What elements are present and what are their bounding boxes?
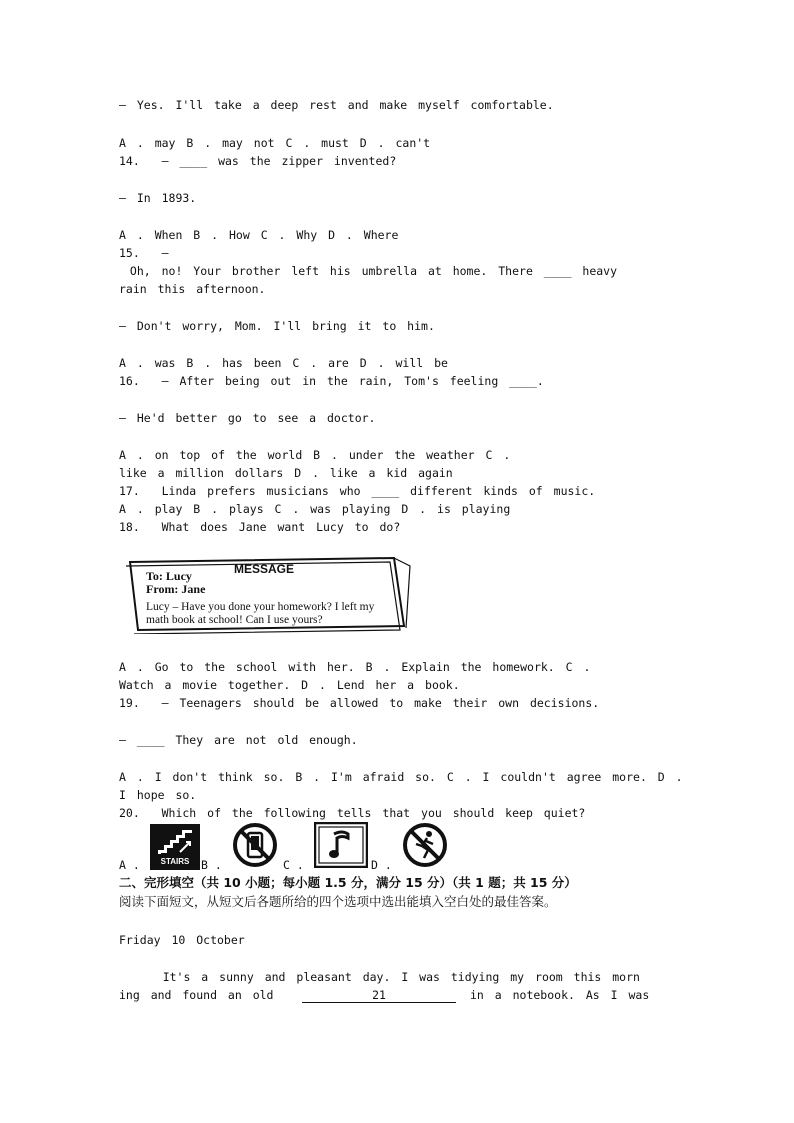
message-to: To: Lucy [146, 569, 192, 583]
passage-line1: It's a sunny and pleasant day. I was tidying my room this morn [119, 970, 640, 984]
q20-option-c-label: C . [283, 858, 304, 872]
q19-dialog-reply: — ____ They are not old enough. [119, 733, 358, 747]
no-running-icon [402, 822, 448, 868]
q20-option-b-label: B . [201, 858, 222, 872]
q13-options: A . may B . may not C . must D . can't [119, 136, 431, 150]
passage-line2-end: in a notebook. As I was [470, 988, 650, 1002]
passage-line2-start: ing and found an old [119, 988, 274, 1002]
q16-question: 16. — After being out in the rain, Tom's feeling ____. [119, 374, 544, 388]
q20-question: 20. Which of the following tells that you should keep quiet? [119, 806, 586, 820]
message-body-line2: math book at school! Can I use yours? [146, 614, 323, 626]
q18-question: 18. What does Jane want Lucy to do? [119, 520, 401, 534]
message-body-line1: Lucy – Have you done your homework? I left my [146, 601, 375, 613]
q17-question: 17. Linda prefers musicians who ____ different kinds of music. [119, 484, 596, 498]
q18-options-line2: Watch a movie together. D . Lend her a book. [119, 678, 460, 692]
q15-question-line1: Oh, no! Your brother left his umbrella at home. There ____ heavy [119, 264, 618, 278]
stairs-sign-icon [150, 824, 200, 870]
q15-dialog-reply: — Don't worry, Mom. I'll bring it to him. [119, 319, 435, 333]
message-title: MESSAGE [234, 562, 295, 576]
q14-dialog-reply: — In 1893. [119, 191, 197, 205]
passage-date: Friday 10 October [119, 933, 245, 947]
q14-question: 14. — ____ was the zipper invented? [119, 154, 397, 168]
q20-option-a-label: A . [119, 858, 140, 872]
message-note-image [124, 556, 414, 634]
message-from: From: Jane [146, 582, 206, 596]
q16-dialog-reply: — He'd better go to see a doctor. [119, 411, 376, 425]
music-sign-icon [314, 822, 368, 868]
q16-options-line2: like a million dollars D . like a kid again [119, 466, 453, 480]
q14-options: A . When B . How C . Why D . Where [119, 228, 399, 242]
stairs-sign-text: STAIRS [160, 857, 190, 866]
q19-question: 19. — Teenagers should be allowed to make their own decisions. [119, 696, 600, 710]
section-instruction: 阅读下面短文，从短文后各题所给的四个选项中选出能填入空白处的最佳答案。 [119, 894, 557, 909]
q19-options-line2: I hope so. [119, 788, 197, 802]
q15-number: 15. — [119, 246, 169, 260]
no-mobile-phone-icon [232, 822, 278, 868]
q15-question-line2: rain this afternoon. [119, 282, 266, 296]
q19-options-line1: A . I don't think so. B . I'm afraid so. C . I couldn't agree more. D . [119, 770, 683, 784]
section-heading: 二、完形填空（共 10 小题；每小题 1.5 分，满分 15 分）（共 1 题；共 15 分） [119, 875, 577, 890]
q16-options-line1: A . on top of the world B . under the weather C . [119, 448, 511, 462]
q17-options: A . play B . plays C . was playing D . is playing [119, 502, 511, 516]
q13-dialog-reply: — Yes. I'll take a deep rest and make myself comfortable. [119, 98, 554, 112]
blank-21: 21 [302, 986, 456, 1003]
q15-options: A . was B . has been C . are D . will be [119, 356, 448, 370]
q18-options-line1: A . Go to the school with her. B . Explain the homework. C . [119, 660, 591, 674]
q20-option-d-label: D . [371, 858, 392, 872]
